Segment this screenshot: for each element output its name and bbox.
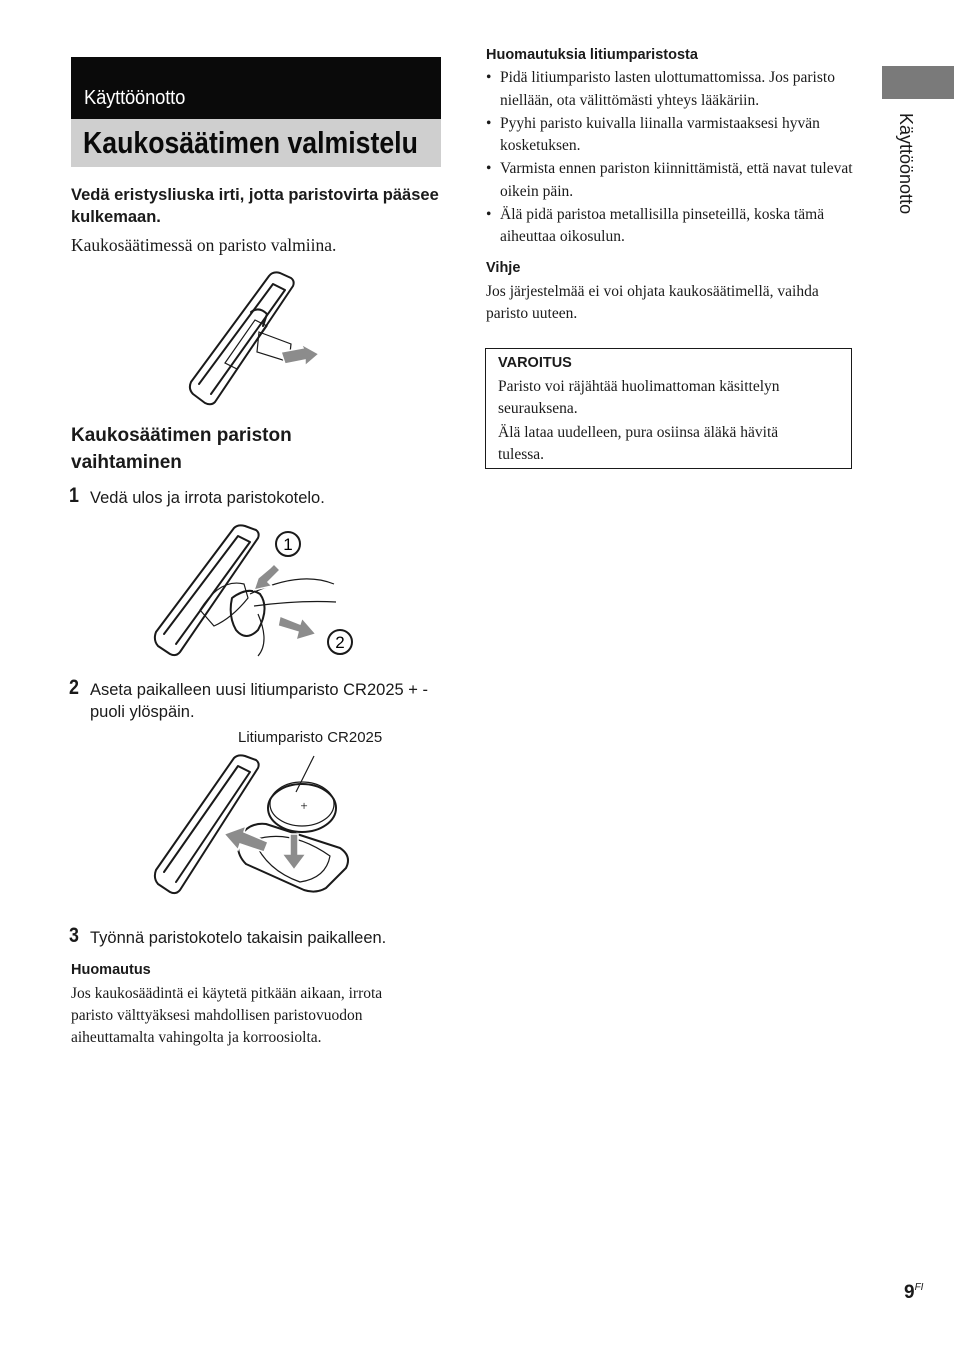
warning-line-2: Älä lataa uudelleen, pura osiinsa äläkä hävitä tulessa. bbox=[498, 424, 779, 463]
insert-battery-illustration bbox=[150, 752, 360, 902]
pull-holder-illustration bbox=[150, 522, 360, 662]
step-1-number: 1 bbox=[69, 484, 79, 507]
lithium-notes-list bbox=[486, 67, 858, 249]
page-title: Kaukosäätimen valmistelu bbox=[83, 125, 418, 160]
step-3-text: Työnnä paristokotelo takaisin paikalleen. bbox=[90, 929, 387, 947]
intro-lead: Vedä eristysliuska irti, jotta paristovirta pääsee kulkemaan. bbox=[71, 186, 439, 226]
tip-title: Vihje bbox=[486, 260, 521, 276]
section-title: Käyttöönotto bbox=[84, 87, 186, 109]
step-2-text: Aseta paikalleen uusi litiumparisto CR2025 + -puoli ylöspäin. bbox=[90, 681, 428, 721]
title-band bbox=[71, 119, 441, 167]
battery-label: Litiumparisto CR2025 bbox=[238, 729, 383, 746]
list-item: • Älä pidä paristoa metallisilla pinseteillä, koska tämä aiheuttaa oikosulun. bbox=[486, 204, 858, 249]
intro-body: Kaukosäätimessä on paristo valmiina. bbox=[71, 235, 337, 255]
page-number bbox=[904, 1282, 923, 1304]
list-item: • Varmista ennen pariston kiinnittämistä, että navat tulevat oikein päin. bbox=[486, 158, 858, 203]
step-2-number: 2 bbox=[69, 676, 79, 699]
lithium-notes-title: Huomautuksia litiumparistosta bbox=[486, 47, 698, 63]
callout-1: 1 bbox=[283, 535, 293, 554]
step-3-number: 3 bbox=[69, 924, 79, 947]
side-tab bbox=[890, 113, 916, 243]
replace-heading: Kaukosäätimen pariston vaihtaminen bbox=[71, 425, 292, 473]
note-title: Huomautus bbox=[71, 962, 151, 978]
callout-2: 2 bbox=[335, 633, 345, 652]
svg-text:+: + bbox=[300, 798, 308, 813]
remote-strip-illustration bbox=[185, 268, 325, 408]
warning-line-1: Paristo voi räjähtää huolimattoman käsittelyn seurauksena. bbox=[498, 378, 780, 417]
warning-title: VAROITUS bbox=[498, 355, 572, 371]
list-item: • Pyyhi paristo kuivalla liinalla varmistaaksesi hyvän kosketuksen. bbox=[486, 113, 858, 158]
side-tab-marker bbox=[882, 66, 954, 99]
page-number-value: 9 bbox=[904, 1282, 915, 1303]
list-item: • Pidä litiumparisto lasten ulottumattomissa. Jos paristo niellään, ota välittömästi yhteys lääkäriin. bbox=[486, 67, 858, 112]
step-1-text: Vedä ulos ja irrota paristokotelo. bbox=[90, 489, 325, 507]
note-text: Jos kaukosäädintä ei käytetä pitkään aikaan, irrota paristo välttyäksesi mahdollisen paristovuodon aiheuttamalta vahingolta ja korroosiolta. bbox=[71, 985, 383, 1046]
tip-text: Jos järjestelmää ei voi ohjata kaukosäätimellä, vaihda paristo uuteen. bbox=[486, 283, 819, 322]
section-band bbox=[71, 57, 441, 119]
page-language: FI bbox=[914, 1282, 924, 1293]
warning-box bbox=[485, 348, 852, 469]
side-tab-label: Käyttöönotto bbox=[896, 113, 916, 215]
